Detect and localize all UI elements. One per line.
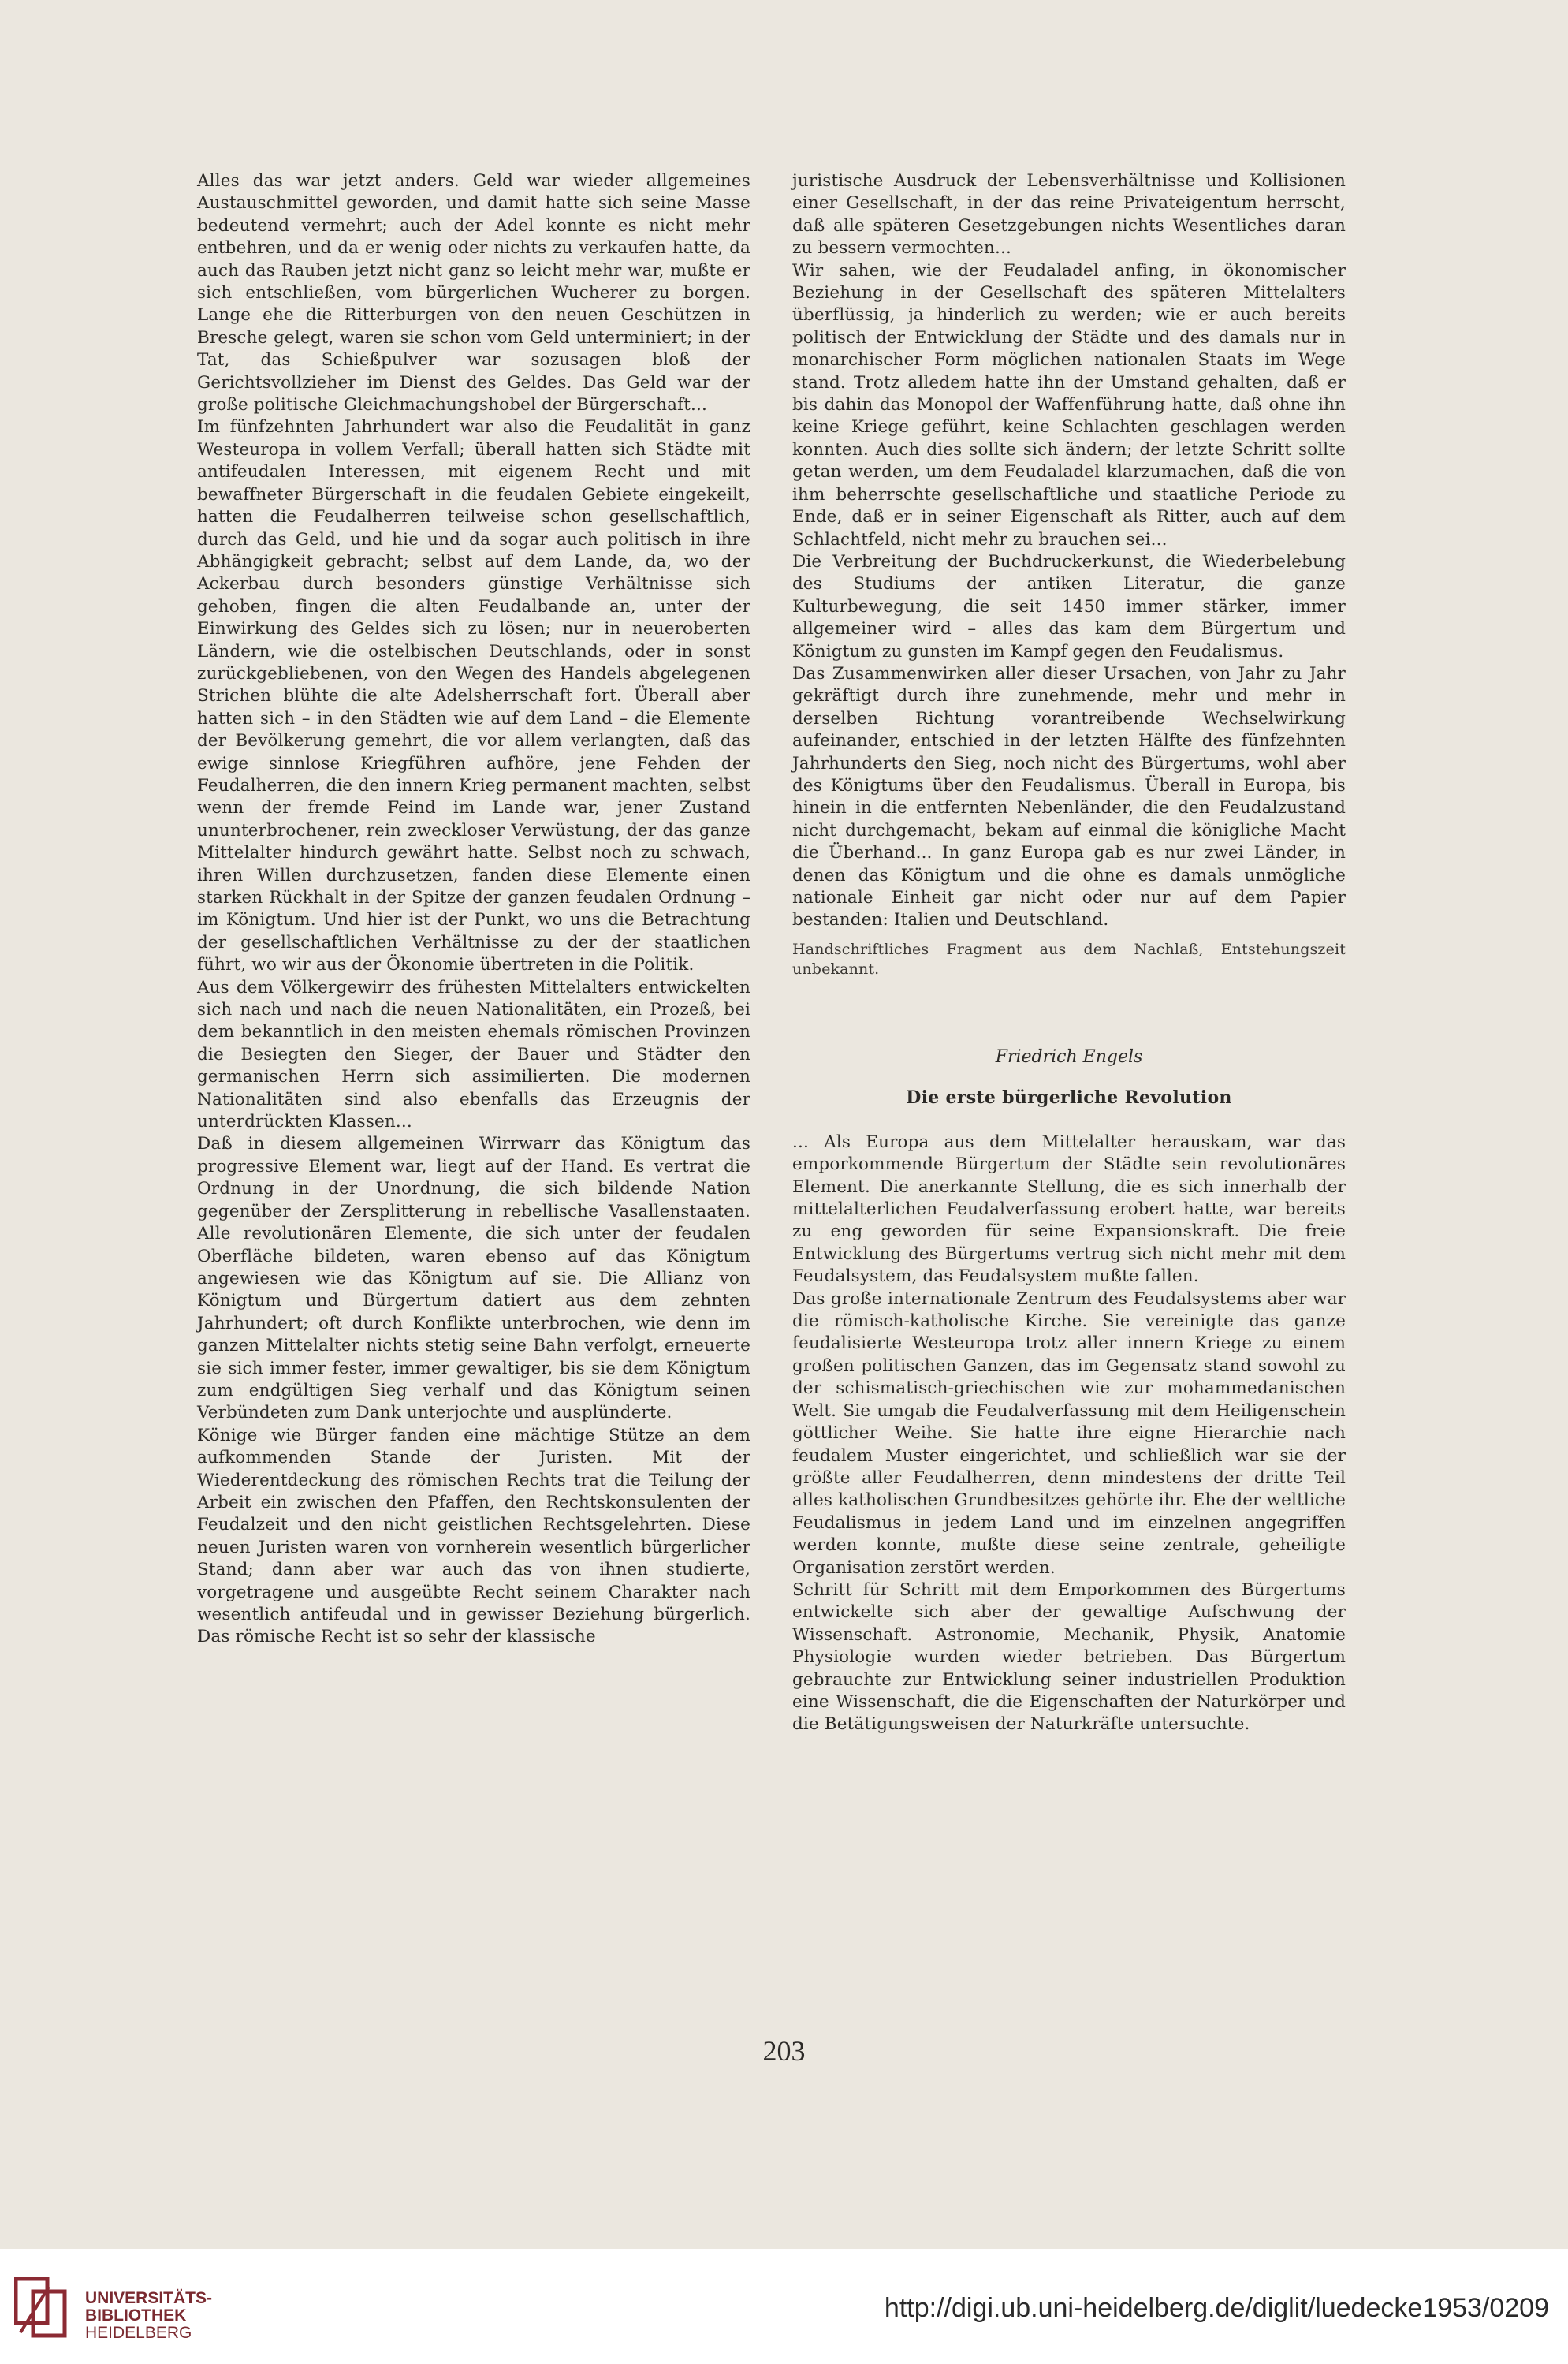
paragraph: Das große internationale Zentrum des Feudalsystems aber war die römisch-katholische Kirche. Sie vereinigte das ganze feudalisierte Westeuropa trotz aller innern Kriege zu einem großen politischen Ganzen, das im Gegensatz stand sowohl zu der schismatisch-griechischen wie zur mohammedanischen Welt. Sie umgab die Feudalverfassung mit dem Heiligenschein göttlicher Weihe. Sie hatte ihre eigne Hierarchie nach feudalem Muster eingerichtet, und schließlich war sie der größte aller Feudalherren, denn mindestens der dritte Teil alles katholischen Grundbesitzes gehörte ihr. Ehe der weltliche Feudalismus in jedem Land und im einzelnen angegriffen werden konnte, mußte diese seine zentrale, geheiligte Organisation zerstört werden. [792,1288,1346,1578]
library-name-line: UNIVERSITÄTS- [85,2289,213,2307]
page-number: 203 [762,2035,806,2067]
library-name-line: HEIDELBERG [85,2324,192,2342]
left-column [197,170,750,1649]
source-note: Handschriftliches Fragment aus dem Nachlaß, Entstehungszeit unbekannt. [792,940,1346,978]
right-column [792,170,1346,1736]
paragraph: Alles das war jetzt anders. Geld war wieder allgemeines Austauschmittel geworden, und damit hatte sich seine Masse bedeutend vermehrt; auch der Adel konnte es nicht mehr entbehren, und da er wenig oder nichts zu verkaufen hatte, da auch das Rauben jetzt nicht ganz so leicht mehr war, mußte er sich entschließen, vom bürgerlichen Wucherer zu borgen. Lange ehe die Ritterburgen von den neuen Geschützen in Bresche gelegt, waren sie schon vom Geld unterminiert; in der Tat, das Schießpulver war sozusagen bloß der Gerichtsvollzieher im Dienst des Geldes. Das Geld war der große politische Gleichmachungshobel der Bürgerschaft... [197,171,750,416]
library-footer [0,2249,1568,2364]
paragraph: Die Verbreitung der Buchdruckerkunst, die Wiederbelebung des Studiums der antiken Literatur, die ganze Kulturbewegung, die seit 1450 immer stärker, immer allgemeiner wird – alles das kam dem Bürgertum und Königtum zu gunsten im Kampf gegen den Feudalismus. [792,551,1346,662]
paragraph: Schritt für Schritt mit dem Emporkommen des Bürgertums entwickelte sich aber der gewaltige Aufschwung der Wissenschaft. Astronomie, Mechanik, Physik, Anatomie Physiologie wurden wieder betrieben. Das Bürgertum gebrauchte zur Entwicklung seiner industriellen Produktion eine Wissenschaft, die die Eigenschaften der Naturkörper und die Betätigungsweisen der Naturkräfte untersuchte. [792,1579,1346,1735]
paragraph: Daß in diesem allgemeinen Wirrwarr das Königtum das progressive Element war, liegt auf der Hand. Es vertrat die Ordnung in der Unordnung, die sich bildende Nation gegenüber der Zersplitterung in rebellische Vasallenstaaten. Alle revolutionären Elemente, die sich unter der feudalen Oberfläche bildeten, waren ebenso auf das Königtum angewiesen wie das Königtum auf sie. Die Allianz von Königtum und Bürgertum datiert aus dem zehnten Jahrhundert; oft durch Konflikte unterbrochen, wie denn im ganzen Mittelalter nichts stetig seine Bahn verfolgt, erneuerte sie sich immer fester, immer gewaltiger, bis sie dem Königtum zum endgültigen Sieg verhalf und das Königtum seinen Verbündeten zum Dank unterjochte und ausplünderte. [197,1134,750,1423]
permalink-url[interactable]: http://digi.ub.uni-heidelberg.de/diglit/luedecke1953/0209 [884,2293,1549,2323]
paragraph: Aus dem Völkergewirr des frühesten Mittelalters entwickelten sich nach und nach die neuen Nationalitäten, ein Prozeß, bei dem bekanntlich in den meisten ehemals römischen Provinzen die Besiegten den Sieger, der Bauer und Städter den germanischen Herrn sich assimilierten. Die modernen Nationalitäten sind also ebenfalls das Erzeugnis der unterdrückten Klassen... [197,977,750,1132]
paragraph: Das Zusammenwirken aller dieser Ursachen, von Jahr zu Jahr gekräftigt durch ihre zunehmende, mehr und mehr in derselben Richtung vorantreibende Wechselwirkung aufeinander, entschied in der letzten Hälfte des fünfzehnten Jahrhunderts den Sieg, noch nicht des Bürgertums, wohl aber des Königtums über den Feudalismus. Überall in Europa, bis hinein in die entfernten Nebenländer, die den Feudalzustand nicht durchgemacht, bekam auf einmal die königliche Macht die Überhand... In ganz Europa gab es nur zwei Länder, in denen das Königtum und die ohne es damals unmögliche nationale Einheit gar nicht oder nur auf dem Papier bestanden: Italien und Deutschland. [792,663,1346,930]
paragraph: juristische Ausdruck der Lebensverhältnisse und Kollisionen einer Gesellschaft, in der das reine Privateigentum herrscht, daß alle späteren Gesetzgebungen nichts Wesentliches daran zu bessern vermochten... [792,171,1346,259]
paragraph: Könige wie Bürger fanden eine mächtige Stütze an dem aufkommenden Stande der Juristen. Mit der Wiederentdeckung des römischen Rechts trat die Teilung der Arbeit ein zwischen den Pfaffen, den Rechtskonsulenten der Feudalzeit und den nicht geistlichen Rechtsgelehrten. Diese neuen Juristen waren von vornherein wesentlich bürgerlicher Stand; dann aber war auch das von ihnen studierte, vorgetragene und ausgeübte Recht seinem Charakter nach wesentlich antifeudal und in gewisser Beziehung bürgerlich. Das römische Recht ist so sehr der klassische [197,1425,750,1647]
paragraph: Wir sahen, wie der Feudaladel anfing, in ökonomischer Beziehung in der Gesellschaft des späteren Mittelalters überflüssig, ja hinderlich zu werden; wie er auch bereits politisch der Entwicklung der Städte und des damals nur in monarchischer Form möglichen nationalen Staats im Wege stand. Trotz alledem hatte ihn der Umstand gehalten, daß er bis dahin das Monopol der Waffenführung hatte, daß ohne ihn keine Kriege geführt, keine Schlachten geschlagen werden konnten. Auch dies sollte sich ändern; der letzte Schritt sollte getan werden, um dem Feudaladel klarzumachen, daß die von ihm beherrschte gesellschaftliche und staatliche Periode zu Ende, daß er in seiner Eigenschaft als Ritter, auch auf dem Schlachtfeld, nicht mehr zu brauchen sei... [792,260,1346,550]
ub-heidelberg-logo-icon[interactable] [14,2277,77,2342]
library-name-line: BIBLIOTHEK [85,2306,187,2325]
paragraph: Im fünfzehnten Jahrhundert war also die Feudalität in ganz Westeuropa in vollem Verfall; überall hatten sich Städte mit antifeudalen Interessen, mit eigenem Recht und mit bewaffneter Bürgerschaft in die feudalen Gebiete eingekeilt, hatten die Feudalherren teilweise schon gesellschaftlich, durch das Geld, und hie und da sogar auch politisch in ihre Abhängigkeit gebracht; selbst auf dem Lande, da, wo der Ackerbau durch besonders günstige Verhältnisse sich gehoben, fingen die alten Feudalbande an, unter der Einwirkung des Geldes sich zu lösen; nur in neueroberten Ländern, wie die ostelbischen Deutschlands, oder in sonst zurückgebliebenen, von den Wegen des Handels abgelegenen Strichen blühte die alte Adelsherrschaft fort. Überall aber hatten sich – in den Städten wie auf dem Land – die Elemente der Bevölkerung gemehrt, die vor allem verlangten, daß das ewige sinnlose Kriegführen aufhöre, jene Fehden der Feudalherren, die den innern Krieg permanent machten, selbst wenn der fremde Feind im Lande war, jener Zustand ununterbrochener, rein zweckloser Verwüstung, der das ganze Mittelalter hindurch gewährt hatte. Selbst noch zu schwach, ihren Willen durchzusetzen, fanden diese Elemente einen starken Rückhalt in der Spitze der ganzen feudalen Ordnung – im Königtum. Und hier ist der Punkt, wo uns die Betrachtung der gesellschaftlichen Verhältnisse zu der der staatlichen führt, wo wir aus der Ökonomie übertreten in die Politik. [197,417,750,975]
section-title: Die erste bürgerliche Revolution [906,1087,1232,1108]
library-name[interactable] [85,2290,212,2342]
paragraph: ... Als Europa aus dem Mittelalter herauskam, war das emporkommende Bürgertum der Städte sein revolutionäres Element. Die anerkannte Stellung, die es sich innerhalb der mittelalterlichen Feudalverfassung erobert hatte, war bereits zu eng geworden für seine Expansionskraft. Die freie Entwicklung des Bürgertums vertrug sich nicht mehr mit dem Feudalsystem, das Feudalsystem mußte fallen. [792,1132,1346,1287]
author-name: Friedrich Engels [995,1046,1143,1067]
